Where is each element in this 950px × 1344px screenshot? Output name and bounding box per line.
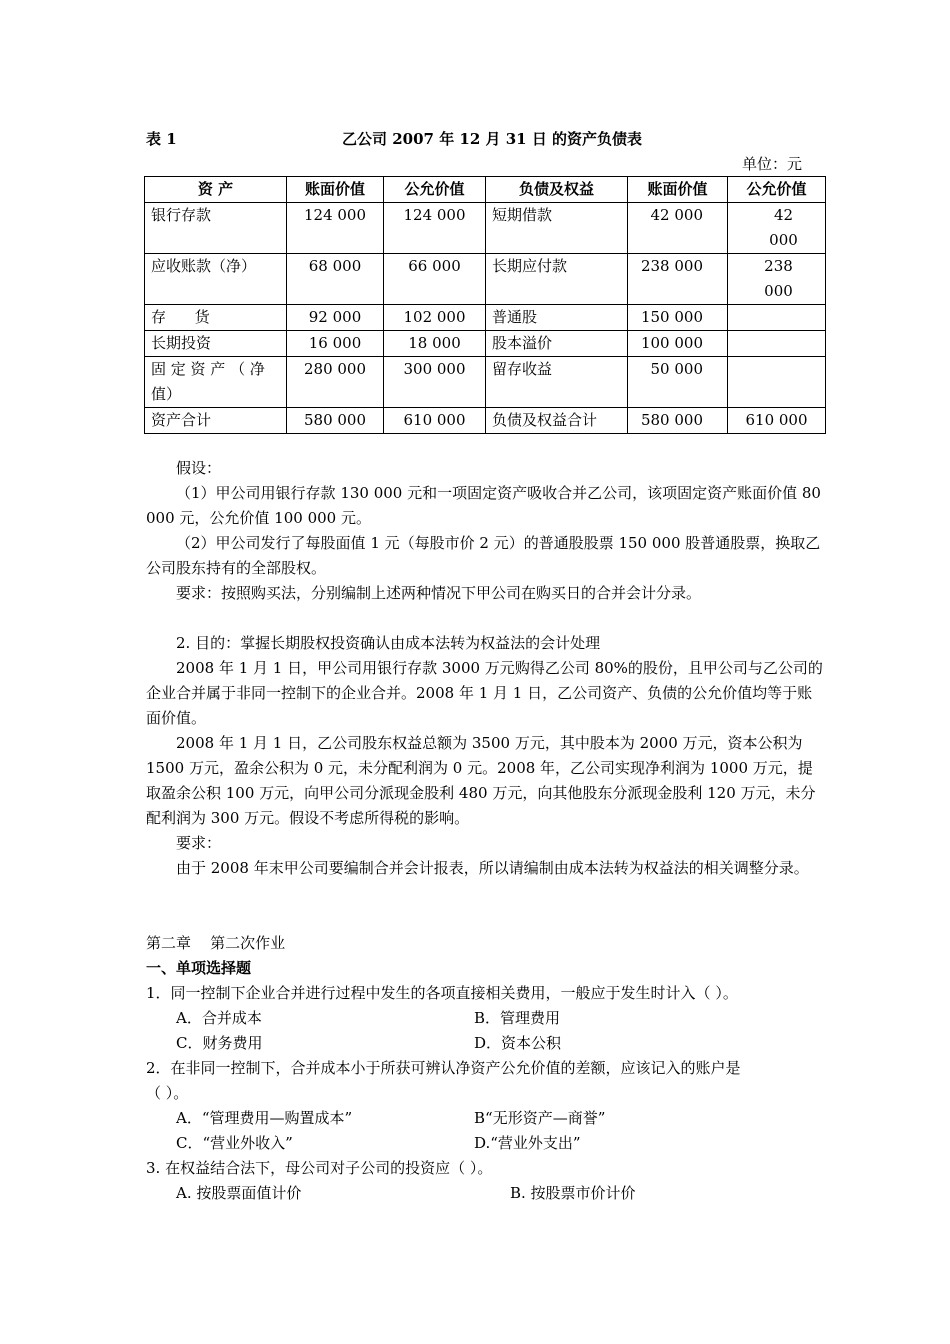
table-row <box>145 254 826 305</box>
table-cell: 存 货 <box>145 305 287 331</box>
table-row <box>145 357 826 408</box>
table-cell: 300 000 <box>384 357 486 408</box>
column-header: 账面价值 <box>287 177 384 203</box>
question-3: 3. 在权益结合法下，母公司对子公司的投资应（ ）。 <box>146 1159 493 1177</box>
table-cell: 短期借款 <box>486 203 628 254</box>
table-cell: 238 000 <box>628 254 728 305</box>
question-1: 1．同一控制下企业合并进行过程中发生的各项直接相关费用，一般应于发生时计入（ ）。 <box>146 984 738 1002</box>
table-row <box>145 331 826 357</box>
unit-label: 单位：元 <box>741 155 802 173</box>
table-cell: 银行存款 <box>145 203 287 254</box>
column-header: 负债及权益 <box>486 177 628 203</box>
column-header: 资 产 <box>145 177 287 203</box>
table-cell: 150 000 <box>628 305 728 331</box>
exercise-2-paragraph-2: 2008 年 1 月 1 日，乙公司股东权益总额为 3500 万元，其中股本为 2000 万元，资本公积为 1500 万元，盈余公积为 0 元，未分配利润为 0 元。2008 年，乙公司实现净利润为 1000 万元，提取盈余公积 100 万元，向甲公司分派现金股利 480 万元，向其他股东分派现金股利 120 万元，未分配利润为 300 万元。假设不考虑所得税的影响。 <box>146 734 816 827</box>
table-title: 乙公司 2007 年 12 月 31 日 的资产负债表 <box>342 130 643 148</box>
table-cell: 18 000 <box>384 331 486 357</box>
table-cell: 长期应付款 <box>486 254 628 305</box>
column-header: 公允价值 <box>384 177 486 203</box>
q2-option-d: D.“营业外支出” <box>474 1134 581 1152</box>
table-cell: 留存收益 <box>486 357 628 408</box>
q1-option-a: A．合并成本 <box>176 1009 262 1027</box>
table-cell: 68 000 <box>287 254 384 305</box>
column-header: 公允价值 <box>728 177 826 203</box>
table-cell: 66 000 <box>384 254 486 305</box>
table-cell: 负债及权益合计 <box>486 408 628 434</box>
table-cell: 610 000 <box>384 408 486 434</box>
table-cell: 610 000 <box>728 408 826 434</box>
balance-sheet-table <box>144 176 826 434</box>
table-cell: 238 000 <box>728 254 826 305</box>
table-cell: 100 000 <box>628 331 728 357</box>
q3-option-a: A. 按股票面值计价 <box>176 1184 302 1202</box>
section-heading: 一、单项选择题 <box>146 959 252 977</box>
table-cell: 580 000 <box>287 408 384 434</box>
table-header-row <box>145 177 826 203</box>
column-header: 账面价值 <box>628 177 728 203</box>
table-cell: 50 000 <box>628 357 728 408</box>
table-cell: 42 000 <box>728 203 826 254</box>
table-label: 表 1 <box>146 130 177 148</box>
table-cell: 92 000 <box>287 305 384 331</box>
question-2-line-1: 2．在非同一控制下，合并成本小于所获可辨认净资产公允价值的差额，应该记入的账户是 <box>146 1059 741 1077</box>
table-row <box>145 305 826 331</box>
table-row <box>145 203 826 254</box>
table-cell: 长期投资 <box>145 331 287 357</box>
q2-option-c: C．“营业外收入” <box>176 1134 293 1152</box>
q1-option-d: D．资本公积 <box>474 1034 562 1052</box>
chapter-title: 第二章 第二次作业 <box>146 934 286 952</box>
exercise-2-heading: 2. 目的：掌握长期股权投资确认由成本法转为权益法的会计处理 <box>176 634 601 652</box>
table-cell: 固 定 资 产 （ 净 值） <box>145 357 287 408</box>
table-row <box>145 408 826 434</box>
table-cell <box>728 331 826 357</box>
table-cell: 应收账款（净） <box>145 254 287 305</box>
assumption-requirement: 要求：按照购买法，分别编制上述两种情况下甲公司在购买日的合并会计分录。 <box>176 584 702 602</box>
table-cell <box>728 357 826 408</box>
assumptions-heading: 假设： <box>176 459 222 477</box>
question-2-line-2: （ ）。 <box>146 1084 189 1102</box>
q2-option-b: B“无形资产—商誉” <box>474 1109 606 1127</box>
assumption-item-1: （1）甲公司用银行存款 130 000 元和一项固定资产吸收合并乙公司，该项固定资产账面价值 80 000 元，公允价值 100 000 元。 <box>146 484 821 527</box>
q1-option-b: B．管理费用 <box>474 1009 561 1027</box>
exercise-2-requirement-heading: 要求： <box>176 834 222 852</box>
q2-option-a: A．“管理费用—购置成本” <box>176 1109 353 1127</box>
exercise-2-paragraph-1: 2008 年 1 月 1 日，甲公司用银行存款 3000 万元购得乙公司 80%的股份，且甲公司与乙公司的企业合并属于非同一控制下的企业合并。2008 年 1 月 1 日，乙公司资产、负债的公允价值均等于账面价值。 <box>146 659 823 727</box>
table-cell: 280 000 <box>287 357 384 408</box>
table-cell: 普通股 <box>486 305 628 331</box>
table-cell: 42 000 <box>628 203 728 254</box>
q1-option-c: C．财务费用 <box>176 1034 263 1052</box>
q3-option-b: B. 按股票市价计价 <box>510 1184 636 1202</box>
table-cell <box>728 305 826 331</box>
table-caption <box>146 128 826 150</box>
table-cell: 102 000 <box>384 305 486 331</box>
table-cell: 资产合计 <box>145 408 287 434</box>
assumption-item-2: （2）甲公司发行了每股面值 1 元（每股市价 2 元）的普通股股票 150 000 股普通股票，换取乙公司股东持有的全部股权。 <box>146 534 821 577</box>
table-cell: 股本溢价 <box>486 331 628 357</box>
table-cell: 124 000 <box>384 203 486 254</box>
table-cell: 16 000 <box>287 331 384 357</box>
table-cell: 124 000 <box>287 203 384 254</box>
table-cell: 580 000 <box>628 408 728 434</box>
exercise-2-requirement-text: 由于 2008 年末甲公司要编制合并会计报表，所以请编制由成本法转为权益法的相关调整分录。 <box>176 859 809 877</box>
